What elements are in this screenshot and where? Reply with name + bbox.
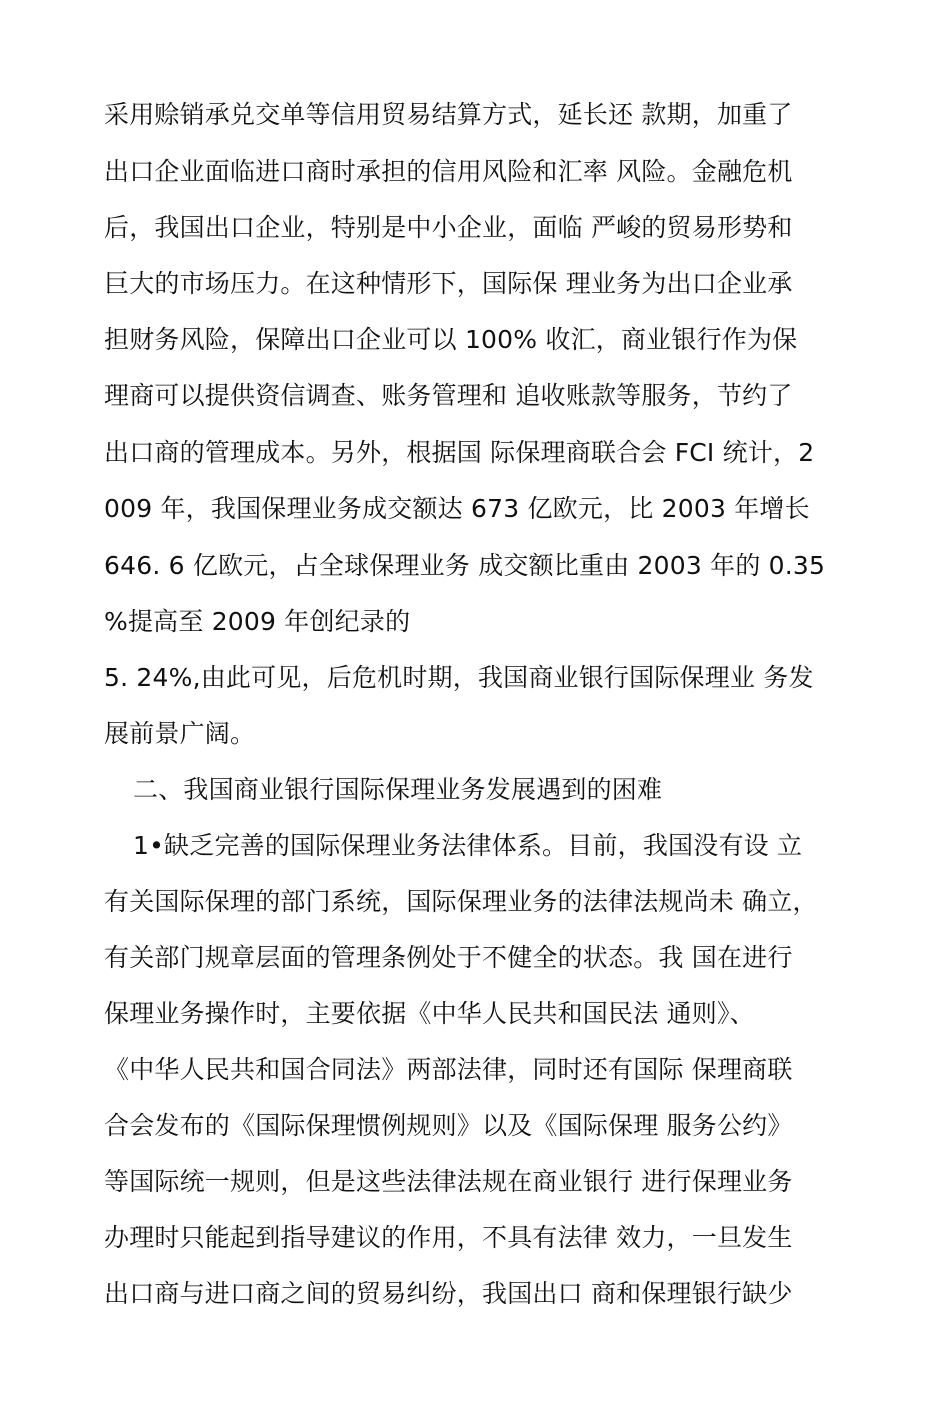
text-line-4: 巨大的市场压力。在这种情形下，国际保 理业务为出口企业承 <box>104 269 793 298</box>
text-line-20: 等国际统一规则，但是这些法律法规在商业银行 进行保理业务 <box>104 1167 793 1196</box>
text-line-17: 保理业务操作时，主要依据《中华人民共和国民法 通则》、 <box>104 999 755 1028</box>
text-line-1: 采用赊销承兑交单等信用贸易结算方式，延长还 款期，加重了 <box>104 100 793 129</box>
text-line-15: 有关国际保理的部门系统，国际保理业务的法律法规尚未 确立， <box>104 887 818 916</box>
text-line-16: 有关部门规章层面的管理条例处于不健全的状态。我 国在进行 <box>104 943 793 972</box>
text-line-21: 办理时只能起到指导建议的作用，不具有法律 效力，一旦发生 <box>104 1223 793 1252</box>
text-line-11: 5. 24%,由此可见，后危机时期，我国商业银行国际保理业 务发 <box>104 663 814 692</box>
section-heading: 二、我国商业银行国际保理业务发展遇到的困难 <box>133 775 663 804</box>
text-line-9: 646. 6 亿欧元，占全球保理业务 成交额比重由 2003 年的 0.35 <box>104 551 826 580</box>
text-line-2: 出口企业面临进口商时承担的信用风险和汇率 风险。金融危机 <box>104 157 793 186</box>
text-line-3: 后，我国出口企业，特别是中小企业，面临 严峻的贸易形势和 <box>104 213 793 242</box>
text-line-6: 理商可以提供资信调查、账务管理和 追收账款等服务，节约了 <box>104 381 793 410</box>
text-line-5: 担财务风险，保障出口企业可以 100% 收汇，商业银行作为保 <box>104 325 798 354</box>
text-line-18: 《中华人民共和国合同法》两部法律，同时还有国际 保理商联 <box>104 1055 793 1084</box>
text-line-10: %提高至 2009 年创纪录的 <box>104 607 411 636</box>
text-line-19: 合会发布的《国际保理惯例规则》以及《国际保理 服务公约》 <box>104 1111 793 1140</box>
text-line-7: 出口商的管理成本。另外，根据国 际保理商联合会 FCI 统计，2 <box>104 438 815 467</box>
text-line-12: 展前景广阔。 <box>104 719 256 748</box>
text-line-22: 出口商与进口商之间的贸易纠纷，我国出口 商和保理银行缺少 <box>104 1279 793 1308</box>
text-line-14: 1•缺乏完善的国际保理业务法律体系。目前，我国没有设 立 <box>133 831 803 860</box>
text-line-8: 009 年，我国保理业务成交额达 673 亿欧元，比 2003 年增长 <box>104 494 810 523</box>
